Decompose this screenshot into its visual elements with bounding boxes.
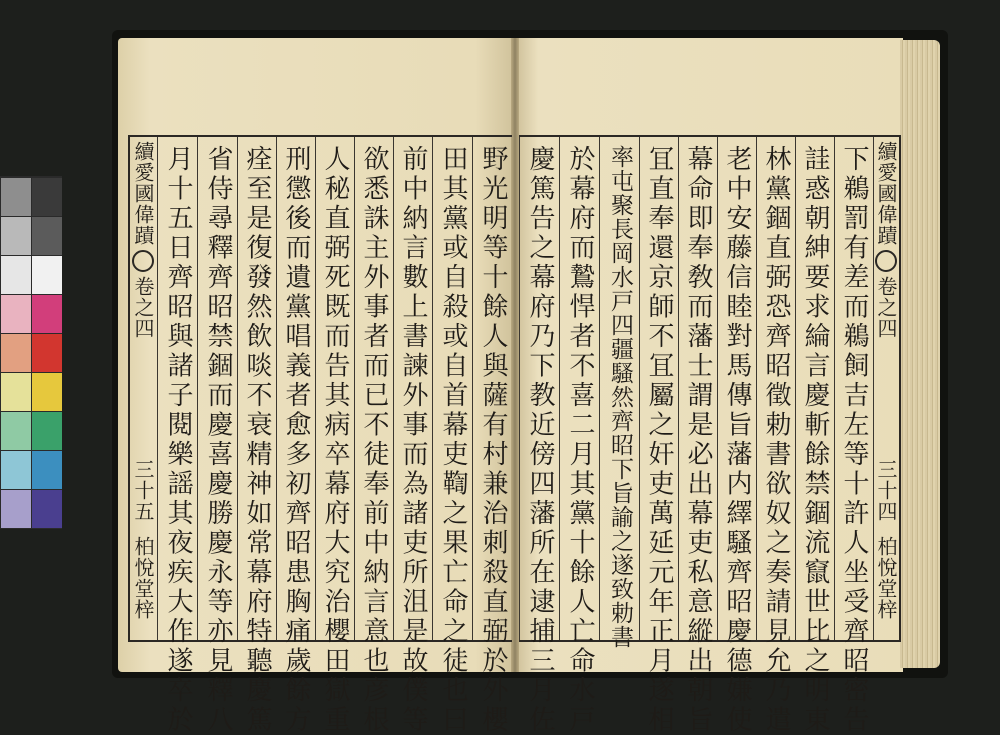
right-margin-column (873, 137, 899, 640)
text-column: 於幕府而鷙悍者不喜二月其黨十餘人亡命水戸 (559, 137, 599, 640)
color-patch (1, 217, 31, 255)
text-column: 人秘直弼死既而告其病卒幕府大究治櫻田獄重 (315, 137, 354, 640)
text-column: 前中納言數上書諫外事而為諸吏所沮是故僕等 (393, 137, 432, 640)
color-calibration-chart (0, 176, 62, 529)
text-column: 慶篤告之幕府乃下教近傍四藩所在逮捕三月佐 (519, 137, 559, 640)
text-column: 林黨錮直弼恐齊昭徵勅書欲奴之奏請見允乃遣 (756, 137, 795, 640)
color-patch (1, 373, 31, 411)
left-margin-title: 續愛國偉蹟 (131, 141, 155, 246)
color-patch (32, 490, 62, 528)
circle-mark-icon (875, 250, 897, 272)
right-margin-title: 續愛國偉蹟 (874, 141, 898, 246)
color-patch (32, 295, 62, 333)
color-patch (32, 373, 62, 411)
text-column: 田其黨或自殺或自首幕吏鞫之果亡命之徒也曰 (432, 137, 472, 640)
color-patch (1, 412, 31, 450)
right-text-frame (519, 135, 901, 735)
text-column: 率屯聚長岡水戸四疆騷然齊昭下旨諭之遂致勅書 (599, 137, 639, 640)
color-patch (32, 412, 62, 450)
text-column: 痊至是復發然飲啖不衰精神如常幕府特聽慶篤 (237, 137, 276, 640)
text-column: 詿惑朝紳要求綸言慶斬餘禁錮流竄世比之明東 (795, 137, 834, 640)
page-edges (900, 40, 940, 668)
right-margin-publisher: 柏悅堂梓 (874, 536, 898, 620)
color-patch (32, 334, 62, 372)
book-gutter (511, 38, 519, 672)
color-patch (32, 451, 62, 489)
color-patch (32, 178, 62, 216)
text-column: 欲悉誅主外事者而已不徒奉前中納言意也彦根 (354, 137, 393, 640)
text-column: 月十五日齊昭與諸子閱樂謡其夜疾大作遂卒於 (157, 137, 197, 640)
color-patch (1, 256, 31, 294)
color-patch (32, 256, 62, 294)
left-margin-volume: 卷之四 (131, 276, 155, 339)
text-column: 冝直奉還京師不冝屬之奸吏萬延元年正月遂相 (639, 137, 678, 640)
left-margin-column (130, 137, 156, 640)
text-column: 幕命即奉敎而藩士謂是必出幕吏私意縱出朝旨 (678, 137, 717, 640)
right-margin-volume: 卷之四 (874, 276, 898, 339)
color-patch (1, 490, 31, 528)
color-patch (1, 178, 31, 216)
left-margin-publisher: 柏悅堂梓 (131, 536, 155, 620)
text-column: 老中安藤信睦對馬傳旨藩内繹騷齊昭慶德嫌使 (717, 137, 756, 640)
left-margin-folio: 三十五 (131, 459, 155, 522)
circle-mark-icon (132, 250, 154, 272)
color-patch (32, 217, 62, 255)
text-column: 下鵜罰有差而鵜飼吉左等十許人坐受齊昭密告 (834, 137, 873, 640)
text-column: 刑懲後而遺黨唱義者愈多初齊昭患胸痛歲餘方 (276, 137, 315, 640)
color-patch (1, 295, 31, 333)
text-column: 省侍尋釋齊昭禁錮而慶喜慶勝慶永等亦見釋八 (197, 137, 237, 640)
left-text-frame (128, 135, 512, 735)
color-patch (1, 451, 31, 489)
color-patch (1, 334, 31, 372)
text-column: 野光明等十餘人與薩有村兼治刺殺直弼於外櫻 (472, 137, 512, 640)
right-margin-folio: 三十四 (874, 459, 898, 522)
